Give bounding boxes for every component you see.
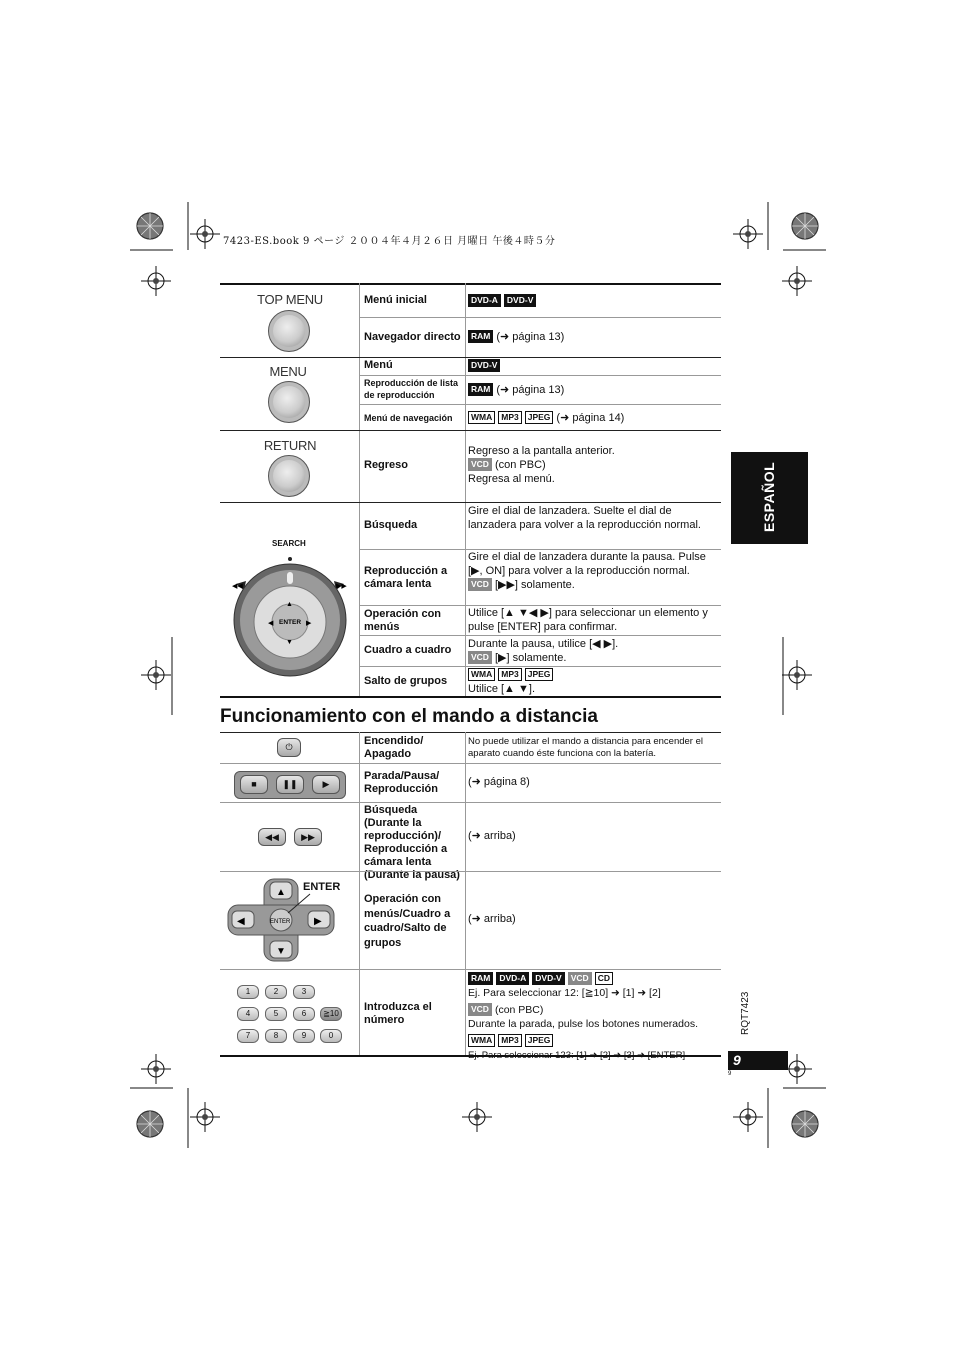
row-label: Reproducción de lista de reproducción <box>364 378 459 400</box>
row-desc <box>468 411 718 425</box>
row-desc <box>468 637 718 665</box>
group-divider <box>220 430 721 431</box>
row-text: [▶▶] solamente. <box>494 579 575 591</box>
page-number: 9 <box>733 1052 741 1068</box>
row-text: Utilice [▲ ▼]. <box>468 683 536 695</box>
page-number-box <box>728 1051 788 1070</box>
row-divider <box>359 375 721 376</box>
row-label: Regreso <box>364 459 409 471</box>
row-desc: Gire el dial de lanzadera. Suelte el dial de lanzadera para volver a la reproducción normal. <box>468 505 701 531</box>
row-label: Encendido/ Apagado <box>364 735 424 760</box>
row-desc: (➜ arriba) <box>468 830 516 842</box>
disc-tag: JPEG <box>525 1034 554 1047</box>
numpad-key: 6 <box>293 1007 315 1021</box>
stop-icon: ■ <box>240 775 268 794</box>
col-divider-2 <box>465 732 466 1056</box>
row-desc <box>468 294 718 308</box>
numpad-key: 9 <box>293 1029 315 1043</box>
numpad-key: 8 <box>265 1029 287 1043</box>
row-text: Regresa al menú. <box>468 473 555 485</box>
col-divider-1 <box>359 732 360 1056</box>
disc-tag: JPEG <box>525 668 554 681</box>
group-divider <box>220 502 721 503</box>
numpad-key: 3 <box>293 985 315 999</box>
row-divider <box>220 763 721 764</box>
row-label: Parada/Pausa/ Reproducción <box>364 770 440 795</box>
table-top-border <box>220 732 721 733</box>
disc-tag: MP3 <box>498 411 521 424</box>
menu-caption: MENU <box>269 364 307 379</box>
disc-tag: VCD <box>468 651 492 664</box>
svg-text:▼: ▼ <box>286 639 293 646</box>
row-desc <box>468 330 718 344</box>
svg-text:◀◀: ◀◀ <box>232 583 243 590</box>
row-desc: Utilice [▲ ▼◀ ▶] para seleccionar un elemento y pulse [ENTER] para confirmar. <box>468 607 708 633</box>
row-text: (con PBC) <box>494 1004 544 1016</box>
disc-tag: DVD-A <box>468 294 501 307</box>
row-label: Búsqueda (Durante la reproducción)/ Reproducción a cámara lenta (Durante la pausa) <box>364 804 460 881</box>
row-label: Reproducción a cámara lenta <box>364 565 448 590</box>
row-desc: (➜ arriba) <box>468 913 516 925</box>
row-text: (con PBC) <box>494 459 546 471</box>
row-label: Navegador directo <box>364 331 461 343</box>
row-divider <box>359 635 721 636</box>
menu-button-icon <box>268 381 310 423</box>
row-text: [▶] solamente. <box>494 652 567 664</box>
disc-tag: VCD <box>468 458 492 471</box>
row-text: Regreso a la pantalla anterior. <box>468 445 615 457</box>
tiny-page-number: 9 <box>728 1071 732 1077</box>
top-menu-button-icon <box>268 310 310 352</box>
row-desc <box>468 972 718 1062</box>
svg-text:◀: ◀ <box>268 620 274 627</box>
row-divider <box>220 802 721 803</box>
row-desc <box>468 359 718 373</box>
svg-text:ENTER: ENTER <box>279 619 302 626</box>
svg-text:▶▶: ▶▶ <box>336 583 347 590</box>
return-caption: RETURN <box>263 438 317 453</box>
power-icon: ⏻ <box>277 738 301 757</box>
numpad-key: 5 <box>265 1007 287 1021</box>
disc-tag: WMA <box>468 668 495 681</box>
row-label: Cuadro a cuadro <box>364 644 452 656</box>
row-desc <box>468 550 718 592</box>
svg-text:▲: ▲ <box>286 601 293 608</box>
group-divider <box>220 357 721 358</box>
row-text: Durante la pausa, utilice [◀ ▶]. <box>468 638 619 650</box>
jog-dial-icon <box>228 550 360 690</box>
row-text: Durante la parada, pulse los botones numerados. <box>468 1017 698 1030</box>
row-text: Ej. Para seleccionar 123: [1] ➜ [2] ➜ [3] ➜ [ENTER] <box>468 1049 686 1061</box>
row-desc <box>468 444 718 486</box>
disc-tag: WMA <box>468 411 495 424</box>
numpad-key: 4 <box>237 1007 259 1021</box>
row-label: Menú inicial <box>364 294 427 306</box>
row-text: (➜ página 14) <box>556 412 625 424</box>
top-menu-caption: TOP MENU <box>257 292 323 307</box>
row-divider <box>359 404 721 405</box>
row-divider <box>220 969 721 970</box>
numpad-key: 0 <box>320 1029 342 1043</box>
table-bottom-border <box>220 1055 721 1057</box>
disc-tag: VCD <box>568 972 592 985</box>
row-divider <box>359 666 721 667</box>
numpad-key: ≧10 <box>320 1007 342 1021</box>
row-divider <box>220 871 721 872</box>
language-tab-label: ESPAÑOL <box>761 461 777 532</box>
row-desc <box>468 668 718 696</box>
table-bottom-border <box>220 696 721 698</box>
table-top-border <box>220 283 721 285</box>
svg-text:▲: ▲ <box>276 887 286 898</box>
disc-tag: RAM <box>468 972 493 985</box>
disc-tag: DVD-V <box>504 294 536 307</box>
disc-tag: JPEG <box>525 411 554 424</box>
disc-tag: RAM <box>468 383 493 396</box>
row-desc: No puede utilizar el mando a distancia para encender el aparato cuando éste funciona con la batería. <box>468 736 704 759</box>
disc-tag: DVD-A <box>496 972 529 985</box>
disc-tag: VCD <box>468 578 492 591</box>
disc-tag: RAM <box>468 330 493 343</box>
row-label: Operación con menús/Cuadro a cuadro/Salto de grupos <box>364 893 451 949</box>
row-label: Operación con menús <box>364 608 442 633</box>
section-title: Funcionamiento con el mando a distancia <box>220 706 598 727</box>
disc-tag: DVD-V <box>468 359 500 372</box>
row-divider <box>359 317 721 318</box>
row-text: Ej. Para seleccionar 12: [≧10] ➜ [1] ➜ [2] <box>468 986 661 999</box>
return-button-icon <box>268 455 310 497</box>
disc-tag: VCD <box>468 1003 492 1016</box>
svg-text:▶: ▶ <box>306 620 312 627</box>
row-label: Menú <box>364 359 393 371</box>
disc-tag: WMA <box>468 1034 495 1047</box>
print-header: 7423-ES.book 9 ページ ２００４年４月２６日 月曜日 午後４時５分 <box>223 236 556 247</box>
numpad-key: 7 <box>237 1029 259 1043</box>
disc-tag: MP3 <box>498 1034 521 1047</box>
disc-tag: DVD-V <box>532 972 564 985</box>
svg-text:◀: ◀ <box>237 916 245 927</box>
play-icon: ▶ <box>312 775 340 794</box>
pause-icon: ❚❚ <box>276 775 304 794</box>
svg-text:▼: ▼ <box>276 946 286 957</box>
row-label: Búsqueda <box>364 519 418 531</box>
row-label: Salto de grupos <box>364 675 448 687</box>
svg-text:▶: ▶ <box>314 916 322 927</box>
row-text: (➜ página 13) <box>496 331 565 343</box>
row-label: Introduzca el número <box>364 1001 432 1026</box>
disc-tag: CD <box>595 972 613 985</box>
row-desc: (➜ página 8) <box>468 776 530 788</box>
row-desc <box>468 383 718 397</box>
model-code: RQT7423 <box>740 991 751 1035</box>
enter-small-text: ENTER <box>270 919 291 925</box>
row-text: Gire el dial de lanzadera durante la pausa. Pulse [▶, ON] para volver a la reproducción normal. <box>468 551 706 577</box>
language-tab <box>731 452 808 544</box>
disc-tag: MP3 <box>498 668 521 681</box>
rewind-icon: ◀◀ <box>258 828 286 846</box>
fast-forward-icon: ▶▶ <box>294 828 322 846</box>
row-text: (➜ página 13) <box>496 384 565 396</box>
enter-caption: ENTER <box>303 881 341 893</box>
numpad-key: 1 <box>237 985 259 999</box>
row-label: Menú de navegación <box>364 413 453 423</box>
numpad-key: 2 <box>265 985 287 999</box>
search-caption: SEARCH <box>272 539 306 548</box>
